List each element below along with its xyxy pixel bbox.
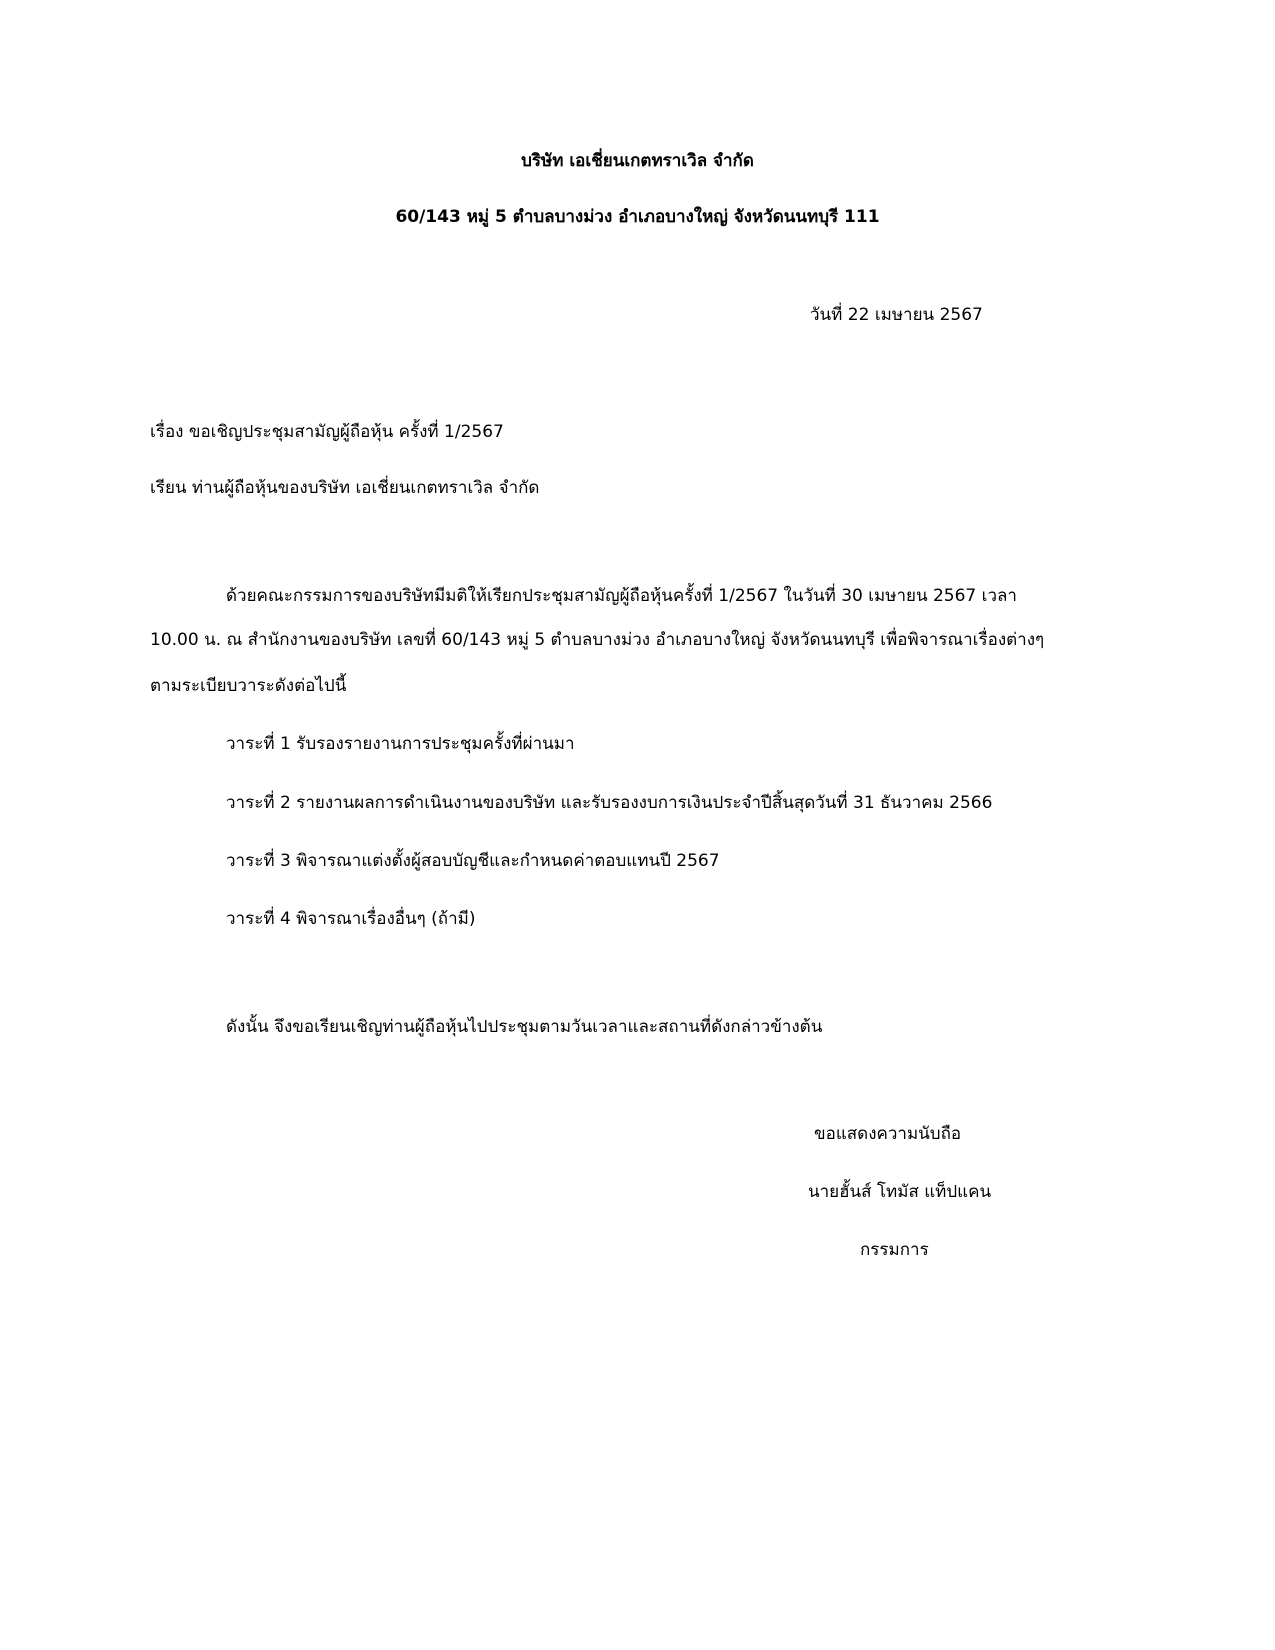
agenda-item-2: วาระที่ 2 รายงานผลการดำเนินงานของบริษัท และรับรองงบการเงินประจำปีสิ้นสุดวันที่ 31 ธันวาคม 2566	[226, 793, 993, 813]
signature-salutation: ขอแสดงความนับถือ	[814, 1124, 962, 1144]
agenda-item-1: วาระที่ 1 รับรองรายงานการประชุมครั้งที่ผ่านมา	[226, 734, 575, 754]
body-intro-line-3: ตามระเบียบวาระดังต่อไปนี้	[150, 676, 347, 696]
signature-title: กรรมการ	[860, 1240, 929, 1260]
signature-name: นายฮั้นส์ โทมัส แท็ปแคน	[808, 1182, 992, 1202]
agenda-item-3: วาระที่ 3 พิจารณาแต่งตั้งผู้สอบบัญชีและกำหนดค่าตอบแทนปี 2567	[226, 851, 720, 871]
letter-date: วันที่ 22 เมษายน 2567	[810, 305, 983, 325]
letter-recipient: เรียน ท่านผู้ถือหุ้นของบริษัท เอเชี่ยนเกตทราเวิล จำกัด	[150, 478, 540, 498]
body-intro-line-1: ด้วยคณะกรรมการของบริษัทมีมติให้เรียกประชุมสามัญผู้ถือหุ้นครั้งที่ 1/2567 ในวันที่ 30 เมษายน 2567 เวลา	[226, 586, 1017, 606]
company-address: 60/143 หมู่ 5 ตำบลบางม่วง อำเภอบางใหญ่ จังหวัดนนทบุรี 111	[395, 207, 880, 227]
agenda-item-4: วาระที่ 4 พิจารณาเรื่องอื่นๆ (ถ้ามี)	[226, 909, 476, 929]
letter-subject: เรื่อง ขอเชิญประชุมสามัญผู้ถือหุ้น ครั้งที่ 1/2567	[150, 422, 504, 442]
body-intro-line-2: 10.00 น. ณ สำนักงานของบริษัท เลขที่ 60/143 หมู่ 5 ตำบลบางม่วง อำเภอบางใหญ่ จังหวัดนนทบุรี เพื่อพิจารณาเรื่องต่างๆ	[150, 630, 1045, 650]
company-name: บริษัท เอเชี่ยนเกตทราเวิล จำกัด	[521, 151, 754, 171]
body-closing: ดังนั้น จึงขอเรียนเชิญท่านผู้ถือหุ้นไปประชุมตามวันเวลาและสถานที่ดังกล่าวข้างต้น	[226, 1017, 823, 1037]
